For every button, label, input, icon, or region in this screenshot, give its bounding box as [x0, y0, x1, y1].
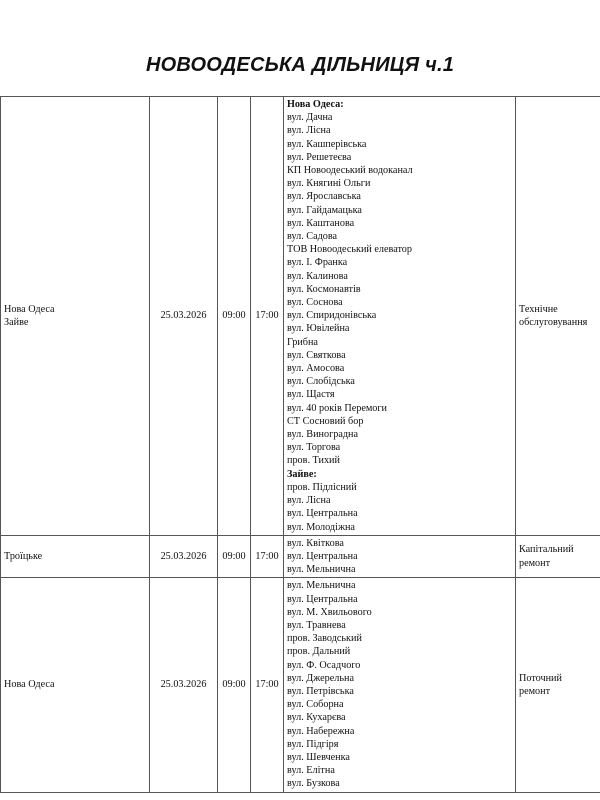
- settlement-name: Нова Одеса: [4, 303, 55, 315]
- table-body: [1, 97, 600, 793]
- end-time-cell: 17:00: [251, 535, 284, 578]
- work-type-text: ремонт: [519, 685, 551, 697]
- street-item: вул. Центральна: [287, 508, 358, 520]
- street-item: Грибна: [287, 336, 318, 348]
- street-item: вул. М. Хвильового: [287, 606, 372, 618]
- page-title: НОВООДЕСЬКА ДІЛЬНИЦЯ ч.1: [145, 54, 455, 76]
- table-row: [1, 578, 600, 792]
- street-item: вул. Каштанова: [287, 217, 355, 229]
- street-item: вул. Ювілейна: [287, 323, 350, 335]
- street-item: вул. Квіткова: [287, 537, 344, 549]
- work-type-text: ремонт: [519, 557, 551, 569]
- street-item: вул. Центральна: [287, 593, 358, 605]
- street-item: вул. Травнева: [287, 619, 346, 631]
- start-time-cell: 09:00: [218, 578, 251, 792]
- settlement-name: Нова Одеса: [4, 679, 55, 691]
- street-item: вул. Дачна: [287, 112, 333, 124]
- street-item: вул. Підгіря: [287, 738, 339, 750]
- street-item: вул. Набережна: [287, 725, 355, 737]
- start-time-cell: 09:00: [218, 97, 251, 536]
- work-type-cell: [516, 97, 600, 536]
- street-item: вул. Мельнична: [287, 564, 356, 576]
- street-item: вул. Слобідська: [287, 376, 355, 388]
- settlement-cell: [1, 97, 150, 536]
- street-item: вул. Решетеєва: [287, 151, 352, 163]
- street-item: вул. Святкова: [287, 349, 346, 361]
- streets-cell: [284, 97, 516, 536]
- street-item: вул. Гайдамацька: [287, 204, 362, 216]
- street-item: вул. 40 років Перемоги: [287, 402, 388, 414]
- street-item: СТ Сосновий бор: [287, 415, 364, 427]
- street-item: вул. Шевченка: [287, 751, 350, 763]
- settlement-name: Троїцьке: [4, 550, 43, 562]
- street-item: вул. Соборна: [287, 699, 344, 711]
- street-item: вул. Елітна: [287, 765, 335, 777]
- street-item: вул. Виноградна: [287, 429, 359, 441]
- street-item: вул. Кашперівська: [287, 138, 367, 150]
- work-type-text: обслуговування: [519, 316, 588, 328]
- end-time-cell: 17:00: [251, 97, 284, 536]
- street-item: вул. Космонавтів: [287, 283, 361, 295]
- street-item: вул. Торгова: [287, 442, 341, 454]
- streets-cell: [284, 535, 516, 578]
- settlement-cell: [1, 578, 150, 792]
- street-item: пров. Дальний: [287, 646, 351, 658]
- street-item: вул. Кухарєва: [287, 712, 346, 724]
- work-type-cell: [516, 578, 600, 792]
- street-item: вул. Ф. Осадчого: [287, 659, 361, 671]
- street-item: вул. Бузкова: [287, 778, 340, 790]
- end-time-cell: 17:00: [251, 578, 284, 792]
- date-cell: 25.03.2026: [150, 97, 218, 536]
- street-item: пров. Тихий: [287, 455, 340, 467]
- street-item: вул. Лісна: [287, 125, 331, 137]
- start-time-cell: 09:00: [218, 535, 251, 578]
- street-item: вул. Молодіжна: [287, 521, 355, 533]
- street-item: вул. Соснова: [287, 297, 343, 309]
- street-item: вул. Амосова: [287, 363, 345, 375]
- street-item: ТОВ Новоодеський елеватор: [287, 244, 412, 256]
- street-item: вул. Мельнична: [287, 580, 356, 592]
- street-item: пров. Заводський: [287, 633, 362, 645]
- street-item: вул. Ярославська: [287, 191, 361, 203]
- street-item: вул. Спиридонівська: [287, 310, 377, 322]
- table-row: [1, 97, 600, 536]
- work-type-text: Технічне: [519, 303, 558, 315]
- work-type-cell: [516, 535, 600, 578]
- outage-schedule-table: [0, 96, 600, 793]
- work-type-text: Капітальний: [519, 544, 574, 556]
- date-cell: 25.03.2026: [150, 578, 218, 792]
- street-item: вул. Княгині Ольги: [287, 178, 371, 190]
- table-row: [1, 535, 600, 578]
- streets-cell: [284, 578, 516, 792]
- work-type-text: Поточний: [519, 672, 562, 684]
- street-item: пров. Підлісний: [287, 481, 357, 493]
- street-item: вул. Центральна: [287, 550, 358, 562]
- street-item: вул. Петрівська: [287, 685, 354, 697]
- settlement-cell: [1, 535, 150, 578]
- street-item: вул. Щастя: [287, 389, 335, 401]
- street-item: вул. І. Франка: [287, 257, 348, 269]
- street-item: вул. Лісна: [287, 495, 331, 507]
- date-cell: 25.03.2026: [150, 535, 218, 578]
- street-item: КП Новоодеський водоканал: [287, 165, 413, 177]
- settlement-name: Зайве: [4, 316, 29, 328]
- street-item: вул. Садова: [287, 231, 338, 243]
- locality-heading: Нова Одеса:: [287, 99, 344, 110]
- street-item: вул. Джерельна: [287, 672, 354, 684]
- locality-heading: Зайве:: [287, 468, 317, 480]
- street-item: вул. Калинова: [287, 270, 348, 282]
